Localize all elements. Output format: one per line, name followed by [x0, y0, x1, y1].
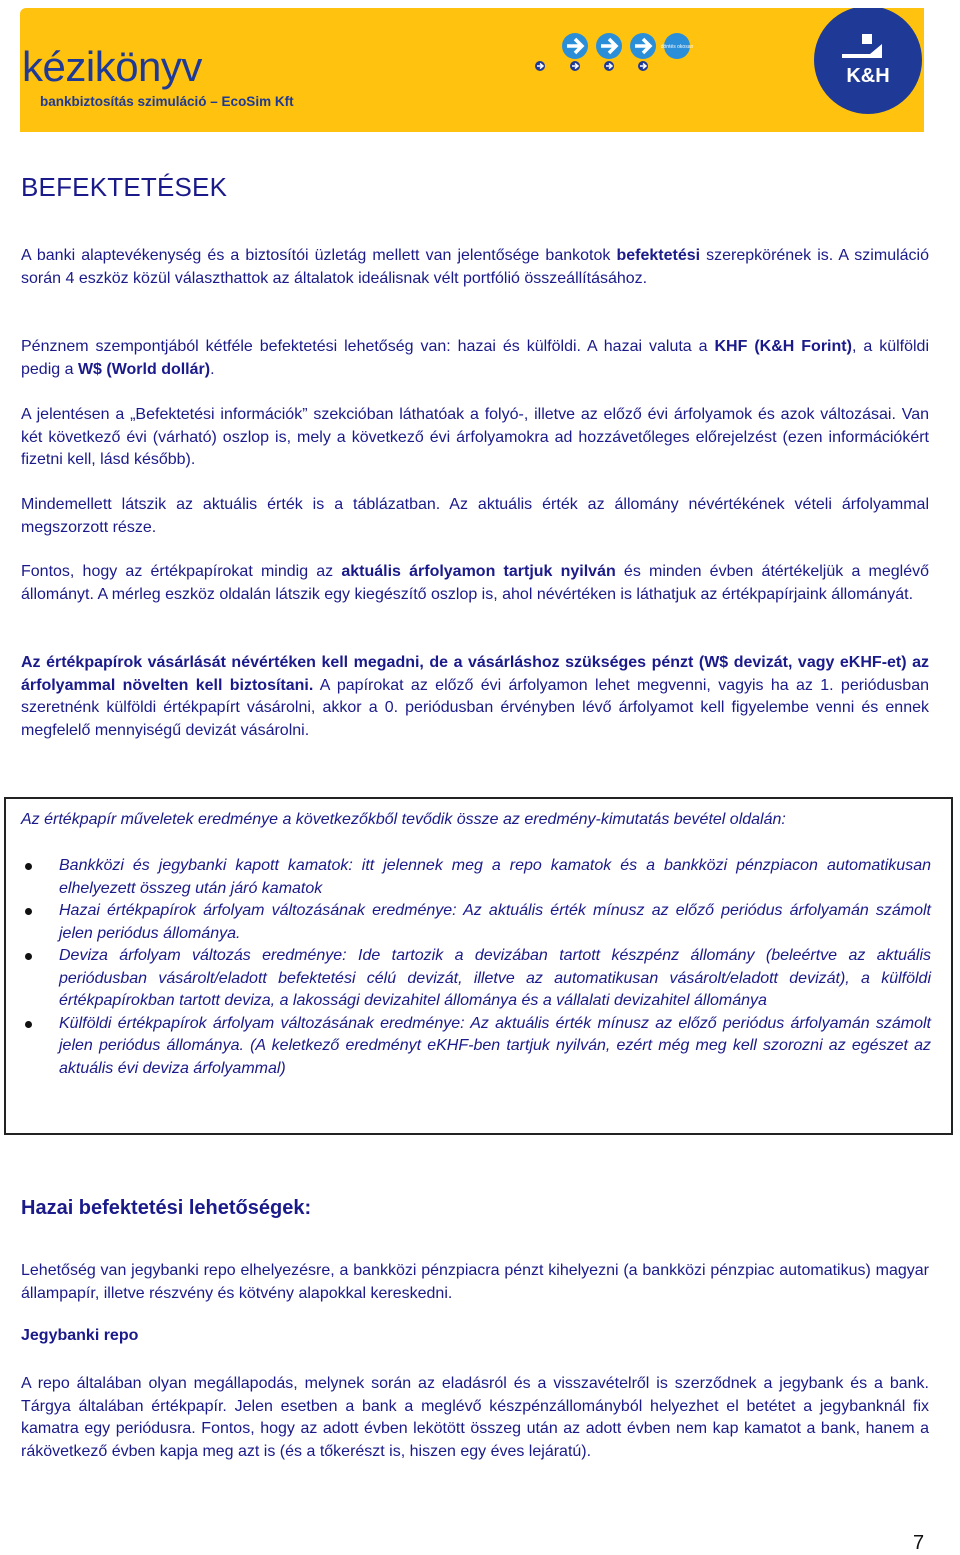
list-item: Külföldi értékpapírok árfolyam változásának eredménye: Az aktuális érték mínusz az előző periódus árfolyamán számolt jelen periódus állománya. (A keletkező eredményt eKHF-ben tartjuk nyilván, ezért még meg kell szorozni az egészet az aktuális évi deviza árfolyammal): [21, 1013, 931, 1081]
arrow-decoration: [518, 28, 718, 76]
bullet-icon: [25, 908, 32, 915]
paragraph-intro: A banki alaptevékenység és a biztosítói üzletág mellett van jelentősége bankotok befektetési szerepkörének is. A szimuláció során 4 eszköz közül választhattok az általatok ideálisnak vélt portfólió összeállításához.: [21, 247, 929, 287]
header-subtitle: bankbiztosítás szimuláció – EcoSim Kft: [40, 94, 294, 109]
list-item: Hazai értékpapírok árfolyam változásának eredménye: Az aktuális érték mínusz az előző periódus árfolyamán számolt jelen periódus állománya.: [21, 900, 931, 945]
header-banner: [20, 8, 922, 132]
arrow-badge-icon: [661, 33, 694, 59]
bullet-icon: [25, 863, 32, 870]
results-list: [21, 855, 931, 1080]
list-item: Deviza árfolyam változás eredménye: Ide tartozik a devizában tartott készpénz állomány (beleértve az aktuális periódusban vásárolt/eladott befektetési célú devizát, illetve az automatikusan vásárolt/eladott devizát), a külföldi értékpapírokban tartott deviza, a lakossági devizahitel állománya és a vállalati devizahitel állománya: [21, 945, 931, 1013]
bullet-icon: [25, 953, 32, 960]
logo-text: K&H: [846, 65, 890, 87]
results-box: [4, 797, 953, 1135]
paragraph-currency: Pénznem szempontjából kétféle befektetési lehetőség van: hazai és külföldi. A hazai valuta a KHF (K&H Forint), a külföldi pedig a W$ (World dollár).: [21, 338, 929, 378]
paragraph-revaluation: Fontos, hogy az értékpapírokat mindig az aktuális árfolyamon tartjuk nyilván és minden évben átértékeljük a meglévő állományt. A mérleg eszköz oldalán látszik egy kiegészítő oszlop is, ahol névértéken is láthatjuk az értékpapírjaink állományát.: [21, 563, 929, 603]
paragraph-report: A jelentésen a „Befektetési információk” szekcióban láthatóak a folyó-, illetve az előző évi árfolyamok és azok változásai. Van két következő évi (várható) oszlop is, mely a következő évi árfolyamokra ad hozzávetőleges előrejelzést (ezen információkért fizetni kell, lásd később).: [21, 406, 929, 468]
arrow-badge-text: döntés okosan: [660, 44, 694, 50]
paragraph-current-value: Mindemellett látszik az aktuális érték is a táblázatban. Az aktuális érték az állomány névértékének vételi árfolyammal megszorzott része.: [21, 496, 929, 536]
arrow-circle-icon: [630, 33, 656, 71]
repo-heading: Jegybanki repo: [21, 1327, 139, 1344]
arrow-small-icon: [535, 61, 545, 71]
results-intro: Az értékpapír műveletek eredménye a következőkből tevődik össze az eredmény-kimutatás bevétel oldalán:: [21, 811, 786, 828]
list-item: Bankközi és jegybanki kapott kamatok: itt jelennek meg a repo kamatok és a bankközi pénzpiacon automatikusan elhelyezett összeg után járó kamatok: [21, 855, 931, 900]
kh-logo: [812, 8, 924, 132]
header-title: kézikönyv: [22, 43, 202, 90]
paragraph-purchase: Az értékpapírok vásárlását névértéken kell megadni, de a vásárláshoz szükséges pénzt (W$ devizát, vagy eKHF-et) az árfolyammal növelten kell biztosítani. A papírokat az előző évi árfolyamon lehet megvenni, vagyis ha az 1. periódusban szeretnénk külföldi értékpapírt vásárolni, akkor a 0. periódusban érvényben lévő árfolyamot kell figyelembe venni és ennek megfelelő mennyiségű devizát vásárolni.: [21, 654, 929, 739]
page-number: 7: [913, 1532, 925, 1554]
section-title: BEFEKTETÉSEK: [21, 172, 228, 202]
arrow-circle-icon: [596, 33, 622, 71]
domestic-investments-heading: Hazai befektetési lehetőségek:: [21, 1197, 312, 1219]
arrow-circle-icon: [562, 33, 588, 71]
bullet-icon: [25, 1021, 32, 1028]
domestic-investments-text: Lehetőség van jegybanki repo elhelyezésre, a bankközi pénzpiacra pénzt kihelyezni (a bankközi pénzpiac automatikus) magyar állampapír, illetve részvény és kötvény alapokkal kereskedni.: [21, 1262, 929, 1302]
repo-text: A repo általában olyan megállapodás, melynek során az eladásról és a visszavételről is szerződnek a jegybank és a bank. Tárgya általában értékpapír. Jelen esetben a bank a meglévő készpénzállományból helyezhet el betétet a jegybanknál fix kamatra egy periódusra. Fontos, hogy az adott évben lekötött összeg után az adott évben nem kap kamatot a bank, hanem a rákövetkező évben kapja meg azt is (és a tőkerészt is, hiszen egy éves lejáratú).: [21, 1375, 929, 1460]
